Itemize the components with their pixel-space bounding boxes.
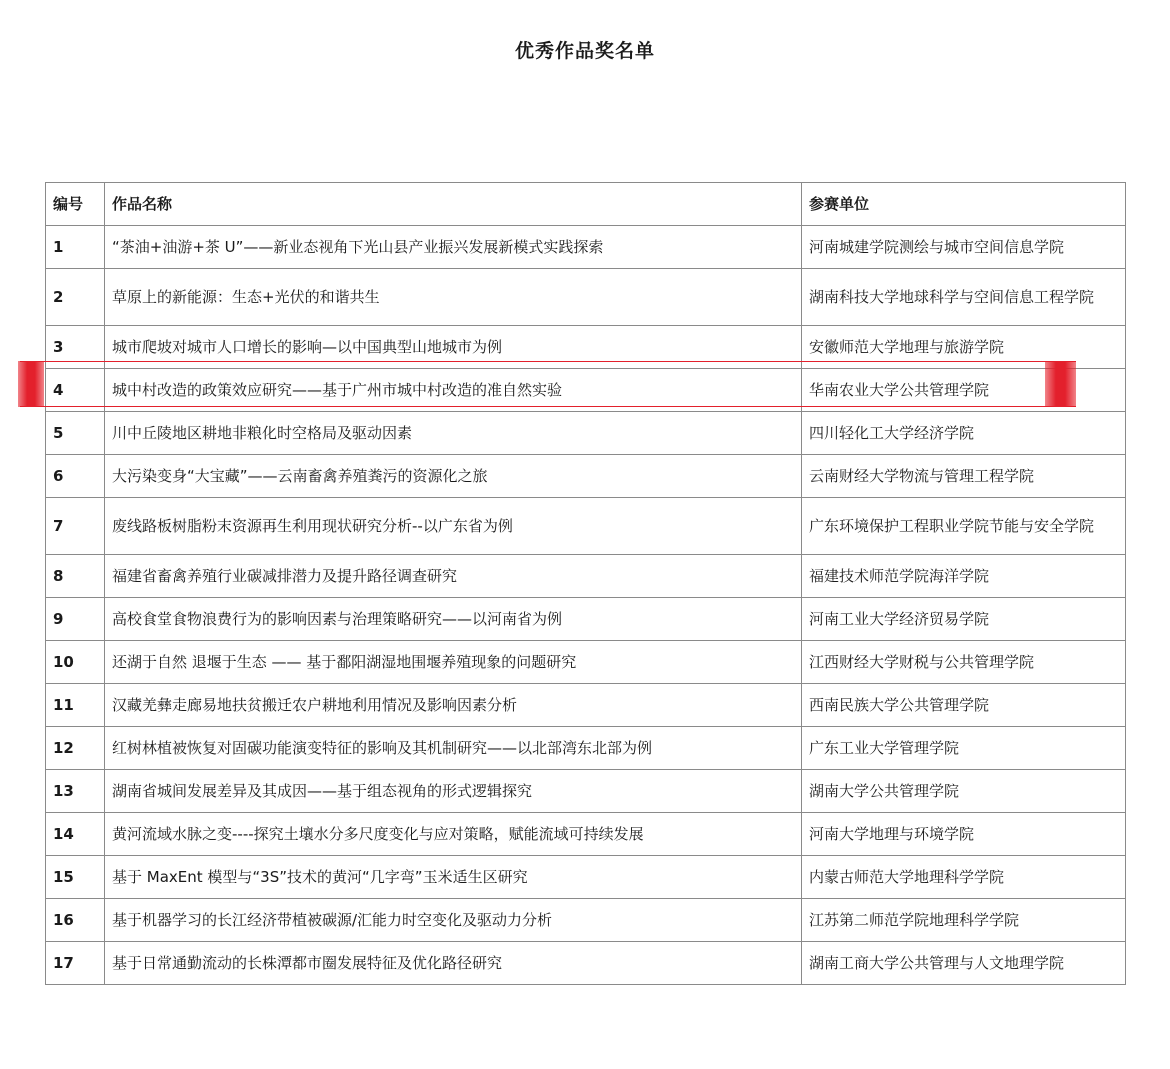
row-number: 10 [46, 641, 105, 684]
row-unit: 四川轻化工大学经济学院 [802, 412, 1126, 455]
row-work-title: “茶油+油游+茶 U”——新业态视角下光山县产业振兴发展新模式实践探索 [105, 226, 802, 269]
highlight-marker-left [18, 361, 44, 407]
header-work-title: 作品名称 [105, 183, 802, 226]
row-number: 6 [46, 455, 105, 498]
table-row [46, 684, 1126, 727]
row-work-title: 福建省畜禽养殖行业碳减排潜力及提升路径调查研究 [105, 555, 802, 598]
row-work-title: 湖南省城间发展差异及其成因——基于组态视角的形式逻辑探究 [105, 770, 802, 813]
row-number: 3 [46, 326, 105, 369]
row-unit: 湖南工商大学公共管理与人文地理学院 [802, 942, 1126, 985]
row-number: 5 [46, 412, 105, 455]
table-row [46, 598, 1126, 641]
row-work-title: 黄河流域水脉之变----探究土壤水分多尺度变化与应对策略，赋能流域可持续发展 [105, 813, 802, 856]
row-unit: 西南民族大学公共管理学院 [802, 684, 1126, 727]
award-list-table [45, 182, 1126, 985]
row-unit: 广东工业大学管理学院 [802, 727, 1126, 770]
row-work-title: 汉藏羌彝走廊易地扶贫搬迁农户耕地利用情况及影响因素分析 [105, 684, 802, 727]
row-unit: 河南城建学院测绘与城市空间信息学院 [802, 226, 1126, 269]
row-number: 14 [46, 813, 105, 856]
table-row [46, 727, 1126, 770]
row-unit: 福建技术师范学院海洋学院 [802, 555, 1126, 598]
row-number: 4 [46, 369, 105, 412]
row-work-title: 高校食堂食物浪费行为的影响因素与治理策略研究——以河南省为例 [105, 598, 802, 641]
row-work-title: 草原上的新能源：生态+光伏的和谐共生 [105, 269, 802, 326]
row-unit: 湖南科技大学地球科学与空间信息工程学院 [802, 269, 1126, 326]
table-row [46, 269, 1126, 326]
table-row [46, 555, 1126, 598]
row-number: 16 [46, 899, 105, 942]
table-row [46, 856, 1126, 899]
row-work-title: 还湖于自然 退堰于生态 —— 基于鄱阳湖湿地围堰养殖现象的问题研究 [105, 641, 802, 684]
table-row [46, 770, 1126, 813]
table-row [46, 412, 1126, 455]
row-number: 17 [46, 942, 105, 985]
table-row [46, 813, 1126, 856]
row-unit: 河南大学地理与环境学院 [802, 813, 1126, 856]
row-unit: 江苏第二师范学院地理科学学院 [802, 899, 1126, 942]
row-number: 12 [46, 727, 105, 770]
table-row [46, 942, 1126, 985]
table-row [46, 455, 1126, 498]
row-unit: 华南农业大学公共管理学院 [802, 369, 1126, 412]
table-row-highlighted [46, 369, 1126, 412]
row-work-title: 大污染变身“大宝藏”——云南畜禽养殖粪污的资源化之旅 [105, 455, 802, 498]
header-unit: 参赛单位 [802, 183, 1126, 226]
row-number: 13 [46, 770, 105, 813]
row-work-title: 城中村改造的政策效应研究——基于广州市城中村改造的准自然实验 [105, 369, 802, 412]
table-row [46, 899, 1126, 942]
row-number: 8 [46, 555, 105, 598]
row-unit: 云南财经大学物流与管理工程学院 [802, 455, 1126, 498]
row-number: 2 [46, 269, 105, 326]
row-unit: 广东环境保护工程职业学院节能与安全学院 [802, 498, 1126, 555]
table-row [46, 641, 1126, 684]
header-number: 编号 [46, 183, 105, 226]
row-unit: 内蒙古师范大学地理科学学院 [802, 856, 1126, 899]
row-unit: 湖南大学公共管理学院 [802, 770, 1126, 813]
page-title: 优秀作品奖名单 [514, 40, 655, 62]
row-work-title: 城市爬坡对城市人口增长的影响—以中国典型山地城市为例 [105, 326, 802, 369]
row-work-title: 川中丘陵地区耕地非粮化时空格局及驱动因素 [105, 412, 802, 455]
row-unit: 安徽师范大学地理与旅游学院 [802, 326, 1126, 369]
row-work-title: 红树林植被恢复对固碳功能演变特征的影响及其机制研究——以北部湾东北部为例 [105, 727, 802, 770]
row-number: 7 [46, 498, 105, 555]
row-number: 15 [46, 856, 105, 899]
row-work-title: 基于日常通勤流动的长株潭都市圈发展特征及优化路径研究 [105, 942, 802, 985]
table-row [46, 498, 1126, 555]
row-work-title: 基于机器学习的长江经济带植被碳源/汇能力时空变化及驱动力分析 [105, 899, 802, 942]
row-work-title: 基于 MaxEnt 模型与“3S”技术的黄河“几字弯”玉米适生区研究 [105, 856, 802, 899]
row-number: 9 [46, 598, 105, 641]
row-number: 11 [46, 684, 105, 727]
table-row [46, 326, 1126, 369]
row-unit: 河南工业大学经济贸易学院 [802, 598, 1126, 641]
table-header-row [46, 183, 1126, 226]
row-unit: 江西财经大学财税与公共管理学院 [802, 641, 1126, 684]
table-row [46, 226, 1126, 269]
row-work-title: 废线路板树脂粉末资源再生利用现状研究分析--以广东省为例 [105, 498, 802, 555]
row-number: 1 [46, 226, 105, 269]
